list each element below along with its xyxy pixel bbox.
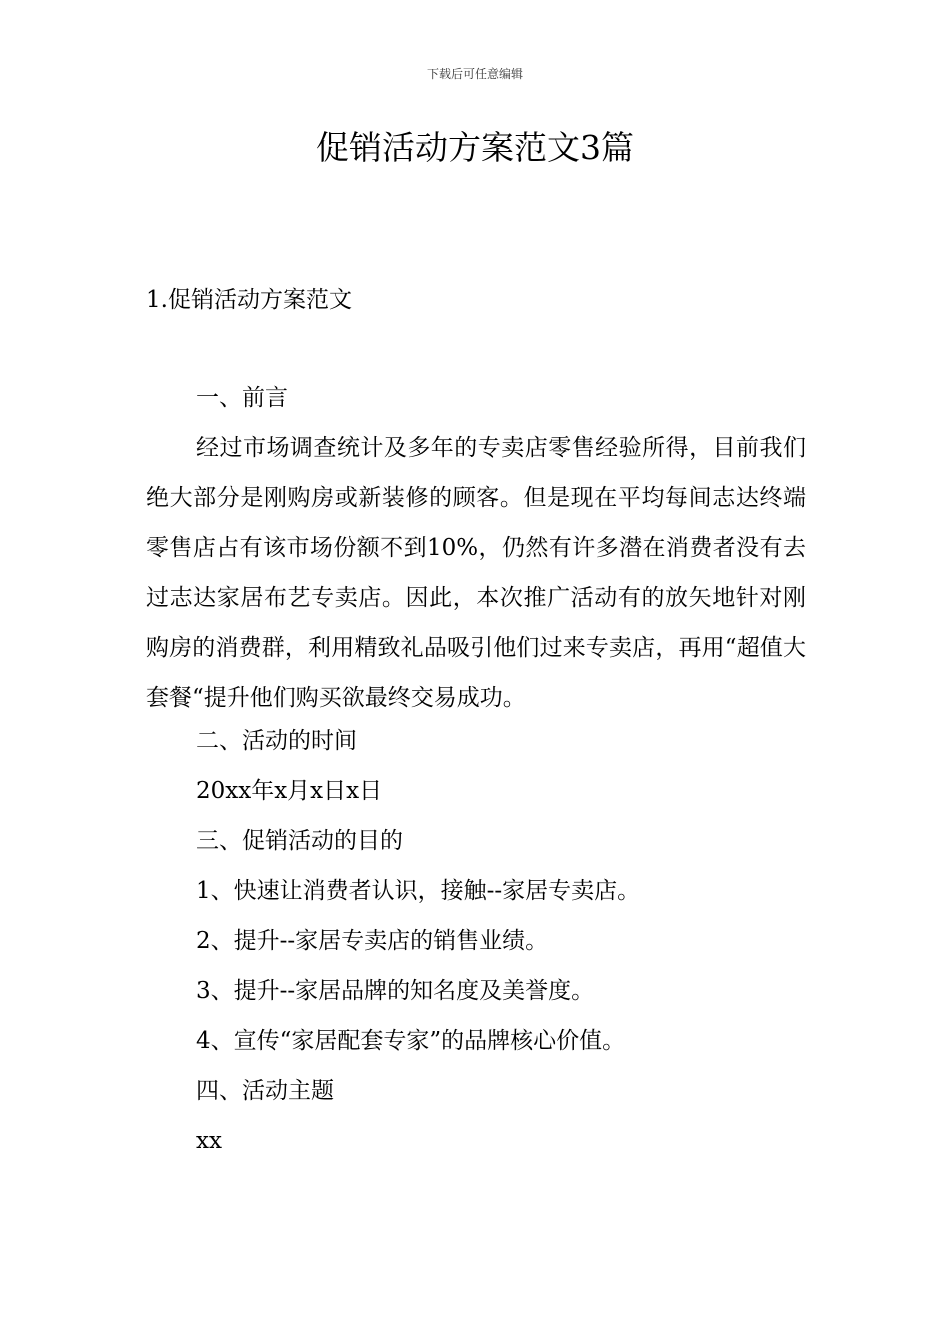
goal-item-3: 3、提升--家居品牌的知名度及美誉度。 [196, 978, 595, 1004]
heading-activity-theme: 四、活动主题 [196, 1078, 334, 1104]
activity-theme-value: xx [196, 1128, 222, 1154]
document-title: 促销活动方案范文3篇 [316, 128, 634, 167]
section-heading: 1.促销活动方案范文 [146, 287, 352, 313]
document-body [146, 380, 806, 1173]
goal-item-4: 4、宣传“家居配套专家”的品牌核心价值。 [196, 1028, 626, 1054]
activity-time-value: 20xx年x月x日x日 [196, 778, 383, 804]
header-note: 下载后可任意编辑 [426, 67, 523, 81]
heading-promotion-goals: 三、促销活动的目的 [196, 828, 403, 854]
goal-item-1: 1、快速让消费者认识，接触--家居专卖店。 [196, 878, 641, 904]
paragraph-preface: 经过市场调查统计及多年的专卖店零售经验所得，目前我们绝大部分是刚购房或新装修的顾客。但是现在平均每间志达终端零售店占有该市场份额不到10%，仍然有许多潜在消费者没有去过志达家居布艺专卖店。因此，本次推广活动有的放矢地针对刚购房的消费群，利用精致礼品吸引他们过来专卖店，再用“超值大套餐“提升他们购买欲最终交易成功。 [146, 435, 806, 711]
goal-item-2: 2、提升--家居专卖店的销售业绩。 [196, 928, 549, 954]
heading-activity-time: 二、活动的时间 [196, 728, 357, 754]
heading-preface: 一、前言 [196, 385, 288, 411]
